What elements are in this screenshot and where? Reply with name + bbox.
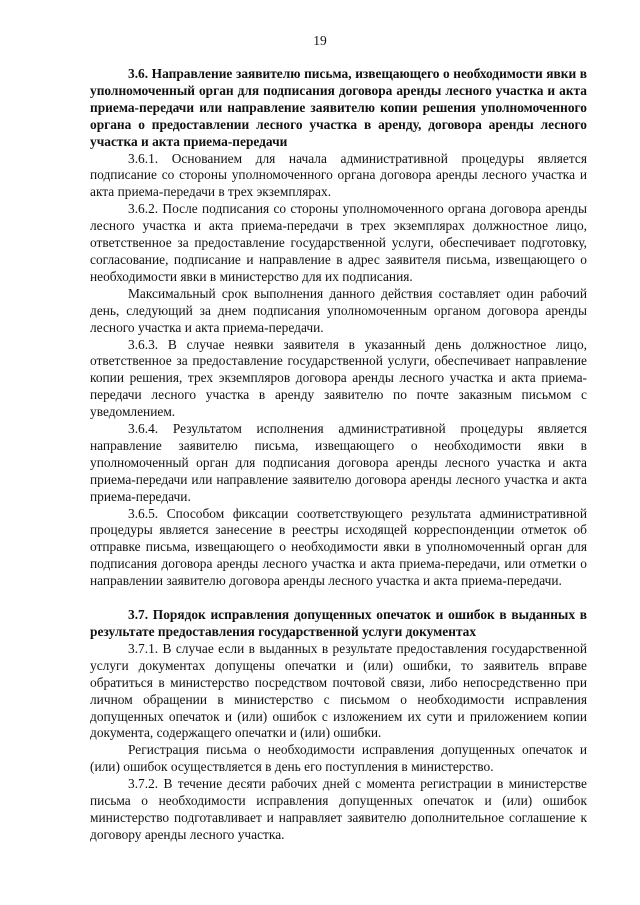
paragraph-3-6-5: 3.6.5. Способом фиксации соответствующего результата административной процедуры является занесение в реестры исходящей корреспонденции отметок об отправке письма, извещающего о необходимости явки в уполномоченный орган для подписания договора аренды лесного участка и акта приема-передачи, или отметки о направлении заявителю договора аренды лесного участка и акта приема-передачи. [90,505,587,589]
paragraph-registration: Регистрация письма о необходимости исправления допущенных опечаток и (или) ошибок осуществляется в день его поступления в министерство. [90,742,587,775]
section-3-7-heading: 3.7. Порядок исправления допущенных опечаток и ошибок в выданных в результате предоставления государственной услуги документах [90,607,587,639]
paragraph-3-6-4: 3.6.4. Результатом исполнения административной процедуры является направление заявителю письма, извещающего о необходимости явки в уполномоченный орган для подписания договора аренды лесного участка и акта приема-передачи или направление заявителю договора аренды лесного участка и акта приема-передачи. [90,421,587,504]
paragraph-3-7-2: 3.7.2. В течение десяти рабочих дней с момента регистрации в министерстве письма о необходимости исправления допущенных опечаток и (или) ошибок министерство подготавливает и направляет заявителю дополнительное соглашение к договору аренды лесного участка. [90,776,587,842]
paragraph-3-6-1: 3.6.1. Основанием для начала административной процедуры является подписание со стороны уполномоченного органа договора аренды лесного участка и акта приема-передачи в трех экземплярах. [90,150,587,200]
section-spacer [90,590,587,607]
paragraph-3-6-2: 3.6.2. После подписания со стороны уполномоченного органа договора аренды лесного участка и акта приема-передачи в трех экземплярах должностное лицо, ответственное за предоставление государственной услуги, обеспечивает подготовку, согласование, подписание и направление в адрес заявителя письма, извещающего о необходимости явки в министерство для их подписания. [90,201,587,284]
page-number: 19 [313,33,327,48]
paragraph-3-7-1: 3.7.1. В случае если в выданных в результате предоставления государственной услуги документах допущены опечатки и (или) ошибки, то заявитель вправе обратиться в министерство посредством почтовой связи, либо непосредственно при личном обращении в министерство с письмом о необходимости исправления допущенных опечаток и (или) ошибок с изложением их сути и приложением копии документа, содержащего опечатки и (или) ошибки. [90,640,587,741]
document-body [90,66,587,844]
paragraph-3-6-3: 3.6.3. В случае неявки заявителя в указанный день должностное лицо, ответственное за предоставление государственной услуги, обеспечивает направление копии решения, трех экземпляров договора аренды лесного участка и акта приема-передачи лесного участка в аренду заявителю по почте заказным письмом с уведомлением. [90,336,587,420]
paragraph-max-term: Максимальный срок выполнения данного действия составляет один рабочий день, следующий за днем подписания уполномоченным органом договора аренды лесного участка и акта приема-передачи. [90,285,587,335]
section-3-6-heading: 3.6. Направление заявителю письма, извещающего о необходимости явки в уполномоченный орган для подписания договора аренды лесного участка и акта приема-передачи или направление заявителю копии решения уполномоченного органа о предоставлении лесного участка в аренду, договора аренды лесного участка и акта приема-передачи [90,66,587,149]
